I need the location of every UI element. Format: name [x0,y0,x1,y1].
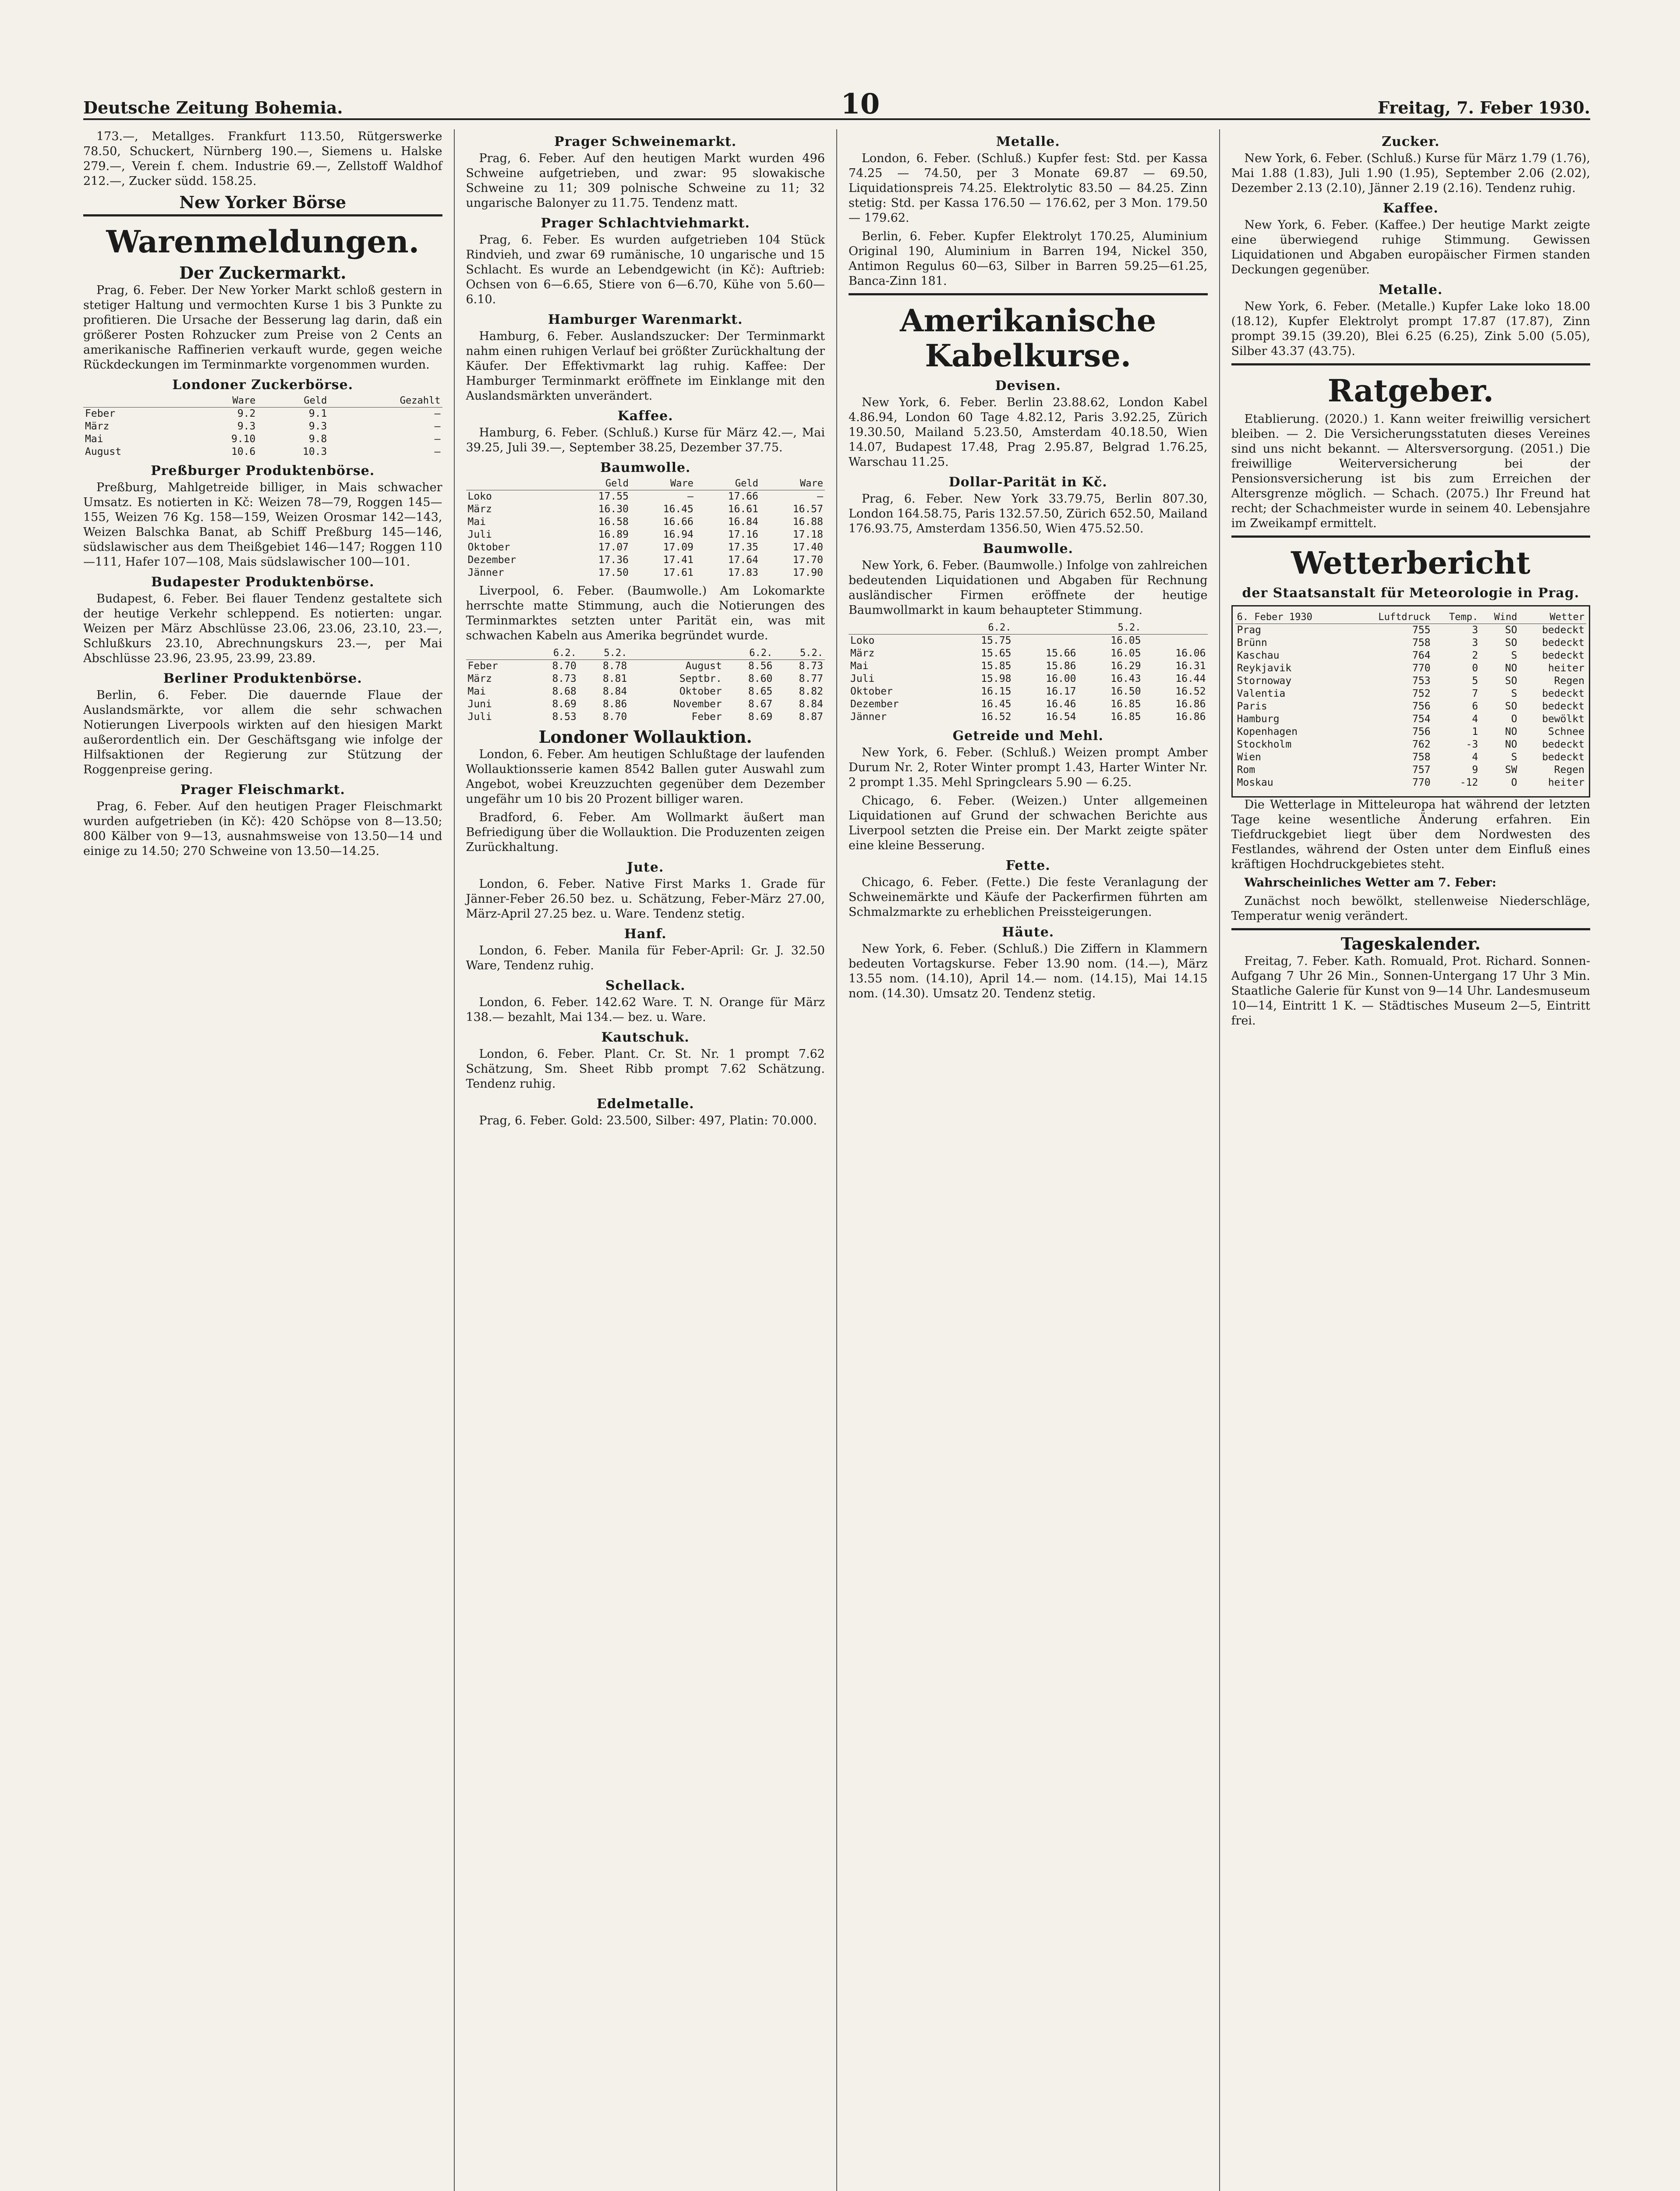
subsection-title: Der Zuckermarkt. [179,263,347,283]
table-row: Prag 755 3 SO bedeckt [1237,624,1585,636]
table-row: Oktober 17.07 17.09 17.35 17.40 [467,542,823,553]
article-text: London, 6. Feber. (Schluß.) Kupfer fest: Std. per Kassa 74.25 — 74.50, per 3 Monate 69.87 — 69.50, Liquidationspreis 74.25. Elektrolytic 83.50 — 84.25. Zinn stetig: Std. per Kassa 176.50 — 176.62, per 3 Mon. 179.50 — 179.62. [849,152,1208,225]
subsection-title: Häute. [1002,925,1054,940]
article-text: Preßburg, Mahlgetreide billiger, in Mais schwacher Umsatz. Es notierten in Kč: Weizen 78—79, Roggen 145—155, Weizen 76 Kg. 158—159, Weizen Orosmar 142—143, Weizen Balschka Banat, ab Schiff Preßburg 145—146, südslawischer aus dem Theißgebiet 146—147; Roggen 110—111, Hafer 107—108, Mais südslawischer 100—101. [83,481,442,569]
subsection-title: Baumwolle. [600,460,691,475]
article-text: Budapest, 6. Feber. Bei flauer Tendenz gestaltete sich der heutige Verkehr schleppend. Es notierten: ungar. Weizen per März Abschlüsse 23.06, 23.06, 23.10, 23.—, Schlußkurs 23.10, Abrechnungskurs 23.—, per Mai Abschlüsse 23.96, 23.95, 23.99, 23.89. [83,592,442,665]
table-row: Mai 9.10 9.8 — [85,433,441,445]
table-row: Brünn 758 3 SO bedeckt [1237,637,1585,649]
subsection-title: Hamburger Warenmarkt. [548,312,743,327]
subsection-title: der Staatsanstalt für Meteorologie in Prag. [1242,585,1580,601]
divider [1231,928,1591,930]
issue-date: Freitag, 7. Feber 1930. [1377,98,1590,117]
table-row: März 16.30 16.45 16.61 16.57 [467,503,823,515]
subsection-title: Londoner Zuckerbörse. [172,377,354,393]
section-title: Ratgeber. [1327,372,1494,409]
table-row: Loko 17.55 — 17.66 — [467,491,823,502]
newspaper-page [83,88,1590,2191]
table-row: Wien 758 4 S bedeckt [1237,752,1585,763]
subsection-title: Baumwolle. [983,541,1073,557]
column-1 [83,129,454,2191]
article-text: Prag, 6. Feber. New York 33.79.75, Berlin 807.30, London 164.58.75, Paris 132.57.50, Zürich 652.50, Mailand 176.93.75, Amsterdam 1356.50, Wien 475.52.50. [849,492,1208,535]
table-row: Valentia 752 7 S bedeckt [1237,688,1585,699]
article-text: Etablierung. (2020.) 1. Kann weiter freiwillig versichert bleiben. — 2. Die Versicherungsstatuten dieses Vereines sind uns nicht bekannt. — Altersversorgung. (2051.) Die freiwillige Weiterversicherung bei der Pensionsversicherung ist bis zum Erreichen der Altersgrenze möglich. — Schach. (2075.) Ihr Freund hat recht; der Schachmeister wurde in seinem 40. Lebensjahre im Zweikampf ermittelt. [1231,412,1590,530]
section-title: Warenmeldungen. [106,223,420,260]
subsection-title: Londoner Wollauktion. [538,727,752,747]
column-3 [836,129,1219,2191]
article-text: Prag, 6. Feber. Auf den heutigen Prager Fleischmarkt wurden aufgetrieben (in Kč): 420 Schöpse von 8—13.50; 800 Kälber von 9—13, ausnahmsweise von 13.50—14 und einige zu 14.50; 270 Schweine von 13.50—14.25. [83,800,442,858]
subsection-title: Fette. [1005,858,1050,873]
table-row: Mai 15.85 15.86 16.29 16.31 [850,660,1206,672]
article-text: New York, 6. Feber. (Metalle.) Kupfer Lake loko 18.00 (18.12), Kupfer Elektrolyt prompt 17.87 (17.87), Zinn prompt 39.15 (39.20), Blei 6.25 (6.25), Zink 5.00 (5.05), Silber 43.37 (43.75). [1231,300,1590,358]
cotton-newyork-table: 6.2. 5.2. Loko 15.75 16.05 März 15.65 15.66 16.05 16.06 Mai 15.85 15.86 16.29 16.31 Juli 15.98 16.00 16.43 16.44 Oktober 16.15 16.17 16.50 16.52 Dezember 16.45 16.46 16.85 16.86 Jänner 16.52 16.54 16.85 16.86 [849,621,1208,723]
table-row: Moskau 770 -12 O heiter [1237,777,1585,788]
article-text: New York, 6. Feber. (Baumwolle.) Infolge von zahlreichen bedeutenden Liquidationen und Abgaben für Rechnung ausländischer Firmen eröffnete der heutige Baumwollmarkt in kaum behaupteter Stimmung. [849,559,1208,617]
subsection-title: Kaffee. [1383,201,1439,216]
subsection-title: Zucker. [1382,134,1440,149]
article-text: Berlin, 6. Feber. Kupfer Elektrolyt 170.25, Aluminium Original 190, Aluminium in Barren 194, Nickel 350, Antimon Regulus 60—63, Silber in Barren 59.25—61.25, Banca-Zinn 181. [849,230,1208,288]
table-row: Feber 9.2 9.1 — [85,408,441,419]
cotton-liverpool-table: 6.2. 5.2. 6.2. 5.2. Feber 8.70 8.78 August 8.56 8.73 März 8.73 8.81 Septbr. 8.60 8.77 Mai 8.68 8.84 Oktober 8.65 8.82 Juni 8.69 8.86 November 8.67 8.84 Juli 8.53 8.70 Feber 8.69 8.87 [466,647,825,723]
weather-table: 6. Feber 1930 Luftdruck Temp. Wind Wetter Prag 755 3 SO bedeckt Brünn 758 3 SO bedeckt Kaschau 764 2 S bedeckt Reykjavik 770 0 NO heiter Stornoway 753 5 SO Regen Valentia 752 7 S bedeckt Paris 756 6 SO bedeckt Hamburg 754 4 O bewölkt Kopenhagen 756 1 NO Schnee Stockholm 762 -3 NO bedeckt Wien 758 4 S bedeckt Rom 757 9 SW Regen Moskau 770 -12 O heiter [1235,611,1587,789]
article-text: Berlin, 6. Feber. Die dauernde Flaue der Auslandsmärkte, vor allem die sehr schwachen Notierungen Liverpools wirkten auf den hiesigen Markt außerordentlich ein. Der Geschäftsgang wie infolge der Hilfsaktionen der Regierung zur Stützung der Roggenpreise gering. [83,688,442,776]
subsection-title: Budapester Produktenbörse. [151,574,375,590]
article-text: Prag, 6. Feber. Auf den heutigen Markt wurden 496 Schweine aufgetrieben, und zwar: 95 slowakische Schweine zu 11; 309 polnische Schweine zu 11; 32 ungarische Balonyer zu 11.75. Tendenz matt. [466,152,825,210]
article-text: Prag, 6. Feber. Der New Yorker Markt schloß gestern in stetiger Haltung und vermochten Kurse 1 bis 3 Punkte zu profitieren. Die Ursache der Besserung lag darin, daß ein größerer Posten Rohzucker zum Preise von 2 Cents an amerikanische Raffinerien verkauft wurde, gegen weiche Rückdeckungen im Terminmarkte vorgenommen wurden. [83,284,442,372]
subsection-title: Tageskalender. [1340,934,1481,954]
article-text: London, 6. Feber. Native First Marks 1. Grade für Jänner-Feber 26.50 bez. u. Schätzung, Feber-März 27.00, März-April 27.25 bez. u. Ware. Tendenz stetig. [466,877,825,921]
subsection-title: Devisen. [995,378,1061,394]
table-header: Geld [257,394,329,408]
table-row: Kaschau 764 2 S bedeckt [1237,650,1585,661]
column-2 [454,129,837,2191]
table-row: Jänner 16.52 16.54 16.85 16.86 [850,711,1206,723]
article-text: New York, 6. Feber. Berlin 23.88.62, London Kabel 4.86.94, London 60 Tage 4.82.12, Paris 3.92.25, Zürich 19.30.50, Mailand 5.23.50, Amsterdam 40.18.50, Wien 14.07, Budapest 17.48, Prag 2.95.87, Belgrad 1.76.25, Warschau 11.25. [849,396,1208,469]
article-text: Prag, 6. Feber. Es wurden aufgetrieben 104 Stück Rindvieh, und zwar 69 rumänische, 10 ungarische und 15 Schlacht. Es wurde an Lebendgewicht (in Kč): Auftrieb: Ochsen von 6—6.65, Stiere von 6—6.70, Kühe von 5.60—6.10. [466,233,825,306]
table-row: August 10.6 10.3 — [85,446,441,457]
article-text: New York, 6. Feber. (Schluß.) Kurse für März 1.79 (1.76), Mai 1.88 (1.83), Juli 1.90 (1.95), September 2.06 (2.02), Dezember 2.13 (2.10), Jänner 2.19 (2.16). Tendenz ruhig. [1231,152,1590,195]
table-row: Mai 8.68 8.84 Oktober 8.65 8.82 [467,686,823,697]
forecast-text: Zunächst noch bewölkt, stellenweise Niederschläge, Temperatur wenig verändert. [1231,894,1590,923]
article-text: Die Wetterlage in Mitteleuropa hat während der letzten Tage keine wesentliche Änderung erfahren. Ein Tiefdruckgebiet liegt über dem Nordwesten des Festlandes, während der Osten unter dem Einfluß eines kräftigen Hochdruckgebietes steht. [1231,798,1590,871]
table-row: Dezember 17.36 17.41 17.64 17.70 [467,554,823,566]
subsection-title: Schellack. [605,978,686,993]
divider [1231,535,1591,538]
table-row: Juli 15.98 16.00 16.43 16.44 [850,673,1206,684]
article-text: London, 6. Feber. Plant. Cr. St. Nr. 1 prompt 7.62 Schätzung, Sm. Sheet Ribb prompt 7.62 Schätzung. Tendenz ruhig. [466,1047,825,1091]
column-4 [1219,129,1591,2191]
article-text: New York, 6. Feber. (Kaffee.) Der heutige Markt zeigte eine überwiegend ruhige Stimmung. Gewissen Liquidationen und Abgaben europäischer Firmen standen Deckungen gegenüber. [1231,218,1590,277]
table-row: Reykjavik 770 0 NO heiter [1237,663,1585,674]
article-text: Chicago, 6. Feber. (Fette.) Die feste Veranlagung der Schweinemärkte und Käufe der Packerfirmen führten am Schmalzmarkte zu erheblichen Preissteigerungen. [849,876,1208,919]
table-header [83,394,186,408]
table-header: Gezahlt [329,394,442,408]
article-text: New York, 6. Feber. (Schluß.) Weizen prompt Amber Durum Nr. 2, Roter Winter prompt 1.43, Harter Winter Nr. 2 prompt 1.35. Mehl Springclears 5.90 — 6.25. [849,746,1208,789]
divider [1231,363,1591,365]
table-row: Oktober 16.15 16.17 16.50 16.52 [850,686,1206,697]
subsection-title: Metalle. [996,134,1060,149]
stock-quotes-continued: 173.—, Metallges. Frankfurt 113.50, Rütgerswerke 78.50, Schuckert, Nürnberg 190.—, Siemens u. Halske 279.—, Verein f. chem. Industrie 69.—, Zellstoff Waldhof 212.—, Zucker südd. 158.25. [83,130,442,188]
subsection-title: Dollar-Parität in Kč. [948,475,1107,490]
table-row: Paris 756 6 SO bedeckt [1237,701,1585,712]
article-text: Liverpool, 6. Feber. (Baumwolle.) Am Lokomarkte herrschte matte Stimmung, auch die Notierungen des Terminmarktes setzten unter Parität ein, was mit schwachen Kabeln aus Amerika begründet wurde. [466,584,825,642]
subsection-title: Edelmetalle. [596,1096,694,1112]
table-row: Juli 8.53 8.70 Feber 8.69 8.87 [467,711,823,723]
article-text: Hamburg, 6. Feber. (Schluß.) Kurse für März 42.—, Mai 39.25, Juli 39.—, September 38.25, Dezember 37.75. [466,426,825,454]
subsection-title: Jute. [627,860,664,875]
table-row: März 15.65 15.66 16.05 16.06 [850,648,1206,659]
table-row: Stornoway 753 5 SO Regen [1237,675,1585,687]
article-text: London, 6. Feber. Am heutigen Schlußtage der laufenden Wollauktionsserie kamen 8542 Ballen guter Auswahl zum Angebot, wobei Kreuzzuchten gegenüber dem Dezember ungefähr um 10 bis 20 Prozent billiger waren. [466,748,825,806]
divider [83,214,442,216]
article-text: Hamburg, 6. Feber. Auslandszucker: Der Terminmarkt nahm einen ruhigen Verlauf bei größter Zurückhaltung der Käufer. Der Effektivmarkt lag ruhig. Kaffee: Der Hamburger Terminmarkt eröffnete im Einklange mit den Auslandsmärkten unverändert. [466,330,825,403]
article-text: London, 6. Feber. Manila für Feber-April: Gr. J. 32.50 Ware, Tendenz ruhig. [466,944,825,972]
table-row: Juni 8.69 8.86 November 8.67 8.84 [467,698,823,710]
table-row: Hamburg 754 4 O bewölkt [1237,713,1585,725]
table-header: Ware [186,394,257,408]
table-row: Stockholm 762 -3 NO bedeckt [1237,739,1585,750]
page-number: 10 [841,88,880,121]
article-text: London, 6. Feber. 142.62 Ware. T. N. Orange für März 138.— bezahlt, Mai 134.— bez. u. Ware. [466,996,825,1024]
weather-table-box [1231,605,1591,798]
article-text: Chicago, 6. Feber. (Weizen.) Unter allgemeinen Liquidationen auf Grund der schwachen Berichte aus Liverpool setzten die Preise ein. Der Markt zeigte später eine kleine Besserung. [849,794,1208,852]
article-text: Prag, 6. Feber. Gold: 23.500, Silber: 497, Platin: 70.000. [479,1114,817,1127]
table-row: März 9.3 9.3 — [85,421,441,432]
newspaper-name: Deutsche Zeitung Bohemia. [83,98,343,117]
subsection-title: Prager Schweinemarkt. [554,134,737,149]
article-text: Bradford, 6. Feber. Am Wollmarkt äußert man Befriedigung über die Wollauktion. Die Produzenten zeigen Zurückhaltung. [466,811,825,854]
subsection-title: Kautschuk. [601,1030,690,1045]
table-row: Jänner 17.50 17.61 17.83 17.90 [467,567,823,578]
subsection-title: Hanf. [624,926,667,942]
table-row: Mai 16.58 16.66 16.84 16.88 [467,516,823,528]
subsection-title: Prager Schlachtviehmarkt. [541,216,750,231]
table-row: Rom 757 9 SW Regen [1237,764,1585,776]
cotton-bremen-table: Geld Ware Geld Ware Loko 17.55 — 17.66 — März 16.30 16.45 16.61 16.57 Mai 16.58 16.66 16.84 16.88 Juli 16.89 16.94 17.16 17.18 Oktober 17.07 17.09 17.35 17.40 Dezember 17.36 17.41 17.64 17.70 Jänner 17.50 17.61 17.83 17.90 [466,477,825,579]
article-text: Freitag, 7. Feber. Kath. Romuald, Prot. Richard. Sonnen-Aufgang 7 Uhr 26 Min., Sonnen-Untergang 17 Uhr 3 Min. Staatliche Galerie für Kunst von 9—14 Uhr. Landesmuseum 10—14, Eintritt 1 K. — Städtisches Museum 2—5, Eintritt frei. [1231,954,1590,1028]
subsection-title: Berliner Produktenbörse. [163,671,362,686]
subsection-title: Kaffee. [617,408,673,424]
table-row: Juli 16.89 16.94 17.16 17.18 [467,529,823,540]
article-text: New York, 6. Feber. (Schluß.) Die Ziffern in Klammern bedeuten Vortagskurse. Feber 13.90 nom. (14.—), März 13.55 nom. (14.10), April 14.— nom. (14.15), Mai 14.15 nom. (14.30). Umsatz 20. Tendenz stetig. [849,942,1208,1000]
table-row: Loko 15.75 16.05 [850,635,1141,646]
table-row: Feber 8.70 8.78 August 8.56 8.73 [467,660,823,672]
forecast-label: Wahrscheinliches Wetter am 7. Feber: [1244,876,1496,890]
section-title: Amerikanische Kabelkurse. [900,302,1157,374]
section-title: Wetterbericht [1291,545,1531,581]
divider [849,293,1208,295]
masthead [83,88,1590,120]
sugar-price-table [83,394,442,458]
subsection-title: Getreide und Mehl. [952,728,1103,744]
subsection-title: Prager Fleischmarkt. [180,782,345,798]
section-title: New Yorker Börse [179,192,347,212]
table-row: Kopenhagen 756 1 NO Schnee [1237,726,1585,737]
subsection-title: Metalle. [1379,282,1443,298]
subsection-title: Preßburger Produktenbörse. [151,463,375,479]
table-row: März 8.73 8.81 Septbr. 8.60 8.77 [467,673,823,684]
table-row: Dezember 16.45 16.46 16.85 16.86 [850,698,1206,710]
